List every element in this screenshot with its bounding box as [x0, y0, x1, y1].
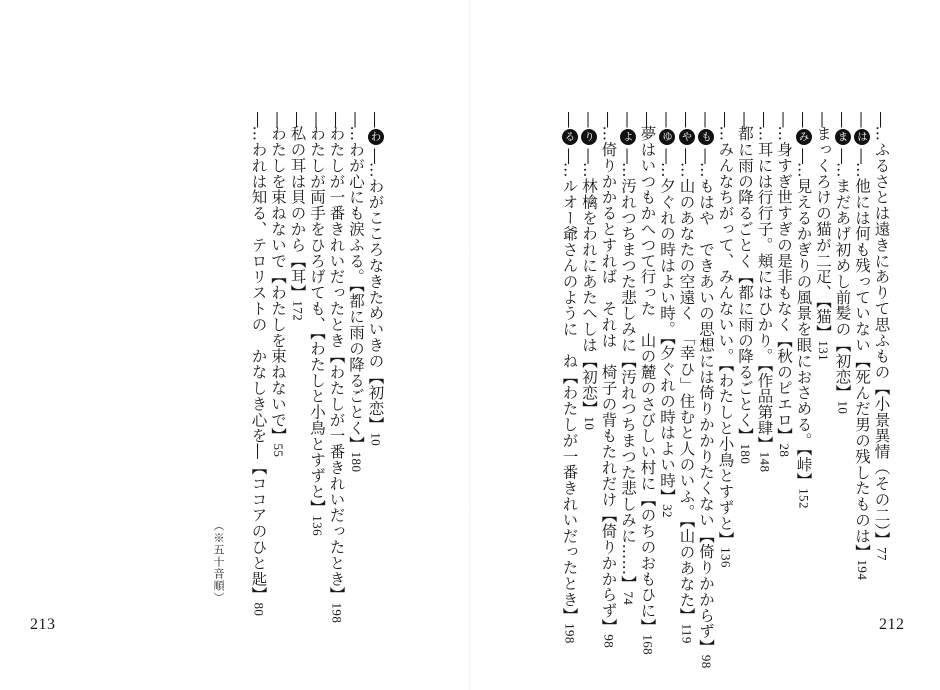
kana-index-badge: み: [796, 129, 812, 145]
entry-dash: ―: [288, 112, 307, 126]
entry-dash: ―: [794, 112, 813, 126]
entry-first-line: …他には何も残っていない: [853, 162, 871, 353]
page-gutter: [469, 0, 471, 690]
entry-dash: ―: [366, 112, 385, 126]
entry-poem-title: 【都に雨の降るごとく】: [736, 268, 754, 444]
entry-dash: ―: [775, 112, 793, 126]
entry-page-number: 10: [835, 400, 851, 415]
entry-dash: ―: [814, 112, 832, 126]
entry-dash: ―: [599, 112, 618, 126]
entry-first-line: わたしが両手をひろげても、: [308, 125, 326, 333]
entry-page-number: 136: [310, 515, 325, 536]
entry-dash: ―: [697, 112, 715, 126]
entry-first-line: …ふるさとは遠きにありて思ふもの: [872, 125, 891, 380]
entry-page-number: 32: [660, 504, 675, 518]
entry-poem-title: 【小景異情（その二）】: [872, 379, 891, 548]
index-entry: [250, 112, 266, 616]
entry-page-number: 168: [640, 634, 656, 656]
index-entry: [737, 112, 753, 464]
index-entry: [659, 112, 676, 518]
entry-first-line: …みんなちがって、みんないい。: [716, 125, 735, 364]
entry-first-line: わたしを束ねないで: [269, 125, 287, 269]
entry-poem-title: 【倚りかからず】: [697, 527, 715, 655]
entry-dash: ―: [347, 112, 365, 126]
index-entry: [698, 112, 715, 669]
entry-first-line: …汚れつちまつた悲しみに: [619, 162, 637, 353]
index-entry: [639, 112, 655, 655]
entry-dash: ―: [833, 148, 852, 162]
entry-poem-title: 【初恋】: [833, 336, 852, 401]
kana-index-badge: り: [581, 129, 597, 145]
entry-first-line: …山のあなたの空遠く 「幸ひ」住むと人のいふ。: [677, 162, 696, 520]
index-entry: [328, 112, 344, 623]
entry-page-number: 28: [777, 443, 792, 458]
entry-poem-title: 【倚りかからず】: [599, 507, 618, 635]
index-entry: [815, 112, 831, 361]
entry-page-number: 180: [738, 443, 753, 465]
entry-first-line: …林檎をわれにあたへしは: [580, 162, 598, 353]
entry-poem-title: 【汚れつちまつた悲しみに……】: [619, 352, 637, 592]
index-entry: [581, 112, 598, 430]
entry-dash: ―: [560, 112, 579, 126]
entry-dash: ―: [853, 112, 871, 126]
entry-poem-title: 【都に雨の降るごとく】: [347, 284, 365, 452]
entry-poem-title: 【わたしが一番きれいだったとき】: [560, 368, 579, 624]
kana-index-badge: よ: [620, 129, 636, 145]
entry-dash: ―: [327, 112, 346, 126]
page-number-left: 213: [30, 616, 56, 633]
entry-dash: ―: [619, 148, 637, 162]
entry-dash: ―: [677, 112, 696, 126]
entry-dash: ―: [716, 112, 735, 126]
entry-first-line: まっくろけの猫が二疋、: [814, 125, 832, 301]
index-entry: [620, 112, 637, 605]
kana-index-badge: わ: [368, 129, 384, 145]
entry-dash: ―: [580, 148, 598, 162]
entry-poem-title: 【ココアのひと匙】: [249, 459, 268, 603]
entry-poem-title: 【初恋】: [580, 352, 598, 417]
entry-page-number: 194: [855, 559, 870, 581]
entry-page-number: 98: [699, 654, 714, 669]
entry-poem-title: 【わたしと小鳥とすずと】: [716, 364, 735, 548]
entry-poem-title: 【作品第肆】: [755, 364, 774, 452]
entry-dash: ―: [755, 112, 774, 126]
kana-index-badge: ま: [835, 129, 851, 145]
entry-poem-title: 【秋のピエロ】: [775, 332, 793, 444]
entry-page-number: 136: [718, 547, 734, 568]
entry-dash: ―: [697, 148, 715, 162]
entry-dash: ―: [736, 112, 754, 126]
entry-poem-title: 【死んだ男の残したものは】: [853, 352, 871, 560]
index-entry: [776, 112, 792, 457]
entry-first-line: 私の耳は貝のから: [288, 125, 307, 253]
index-entry: [854, 112, 871, 580]
entry-page-number: 148: [757, 451, 773, 473]
index-entry: [561, 112, 578, 644]
kana-index-badge: や: [679, 129, 695, 145]
entry-dash: ―: [677, 148, 696, 162]
entry-page-number: 98: [601, 634, 617, 649]
entry-dash: ―: [794, 148, 813, 162]
entry-first-line: …わがこころなきためいきの: [366, 162, 385, 369]
entry-first-line: …倚りかかるとすれば それは 椅子の背もたれだけ: [599, 125, 618, 508]
entry-first-line: …見えるかぎりの風景を眼におさめる。: [794, 162, 813, 449]
entry-poem-title: 【夕ぐれの時はよい時】: [658, 336, 676, 505]
entry-first-line: …われは知る、テロリストの かなしき心を―: [249, 125, 268, 460]
entry-dash: ―: [560, 148, 579, 162]
index-entry: [873, 112, 889, 561]
entry-dash: ―: [308, 112, 326, 126]
entry-first-line: わたしが一番きれいだったとき: [327, 125, 346, 349]
sort-order-note: （※五十音順）: [212, 520, 225, 604]
kana-index-badge: ゆ: [659, 129, 675, 145]
entry-first-line: …もはや できあいの思想には倚りかかりたくない: [697, 162, 715, 528]
index-entry: [717, 112, 733, 568]
entry-page-number: 80: [251, 602, 267, 617]
entry-dash: ―: [833, 112, 852, 126]
entry-first-line: …夕ぐれの時はよい時。: [658, 162, 676, 337]
kana-index-badge: は: [854, 129, 870, 145]
entry-dash: ―: [269, 112, 287, 126]
entry-poem-title: 【初恋】: [366, 368, 385, 433]
entry-poem-title: 【わたしを束ねないで】: [269, 268, 287, 444]
entry-page-number: 119: [679, 623, 695, 644]
entry-dash: ―: [638, 112, 657, 126]
entry-poem-title: 【わたしが一番きれいだったとき】: [327, 348, 346, 603]
entry-dash: ―: [249, 112, 268, 126]
entry-poem-title: 【猫】: [814, 300, 832, 341]
entry-first-line: …身すぎ世すぎの是非もなく: [775, 125, 793, 333]
entry-dash: ―: [872, 112, 891, 126]
entry-page-number: 77: [874, 547, 890, 561]
index-entry: [795, 112, 812, 509]
index-entry: [289, 112, 305, 321]
entry-dash: ―: [658, 148, 676, 162]
entry-poem-title: 【山のあなた】: [677, 519, 696, 624]
entry-page-number: 152: [796, 488, 812, 509]
index-entry: [367, 112, 384, 446]
entry-dash: ―: [853, 148, 871, 162]
entry-dash: ―: [619, 112, 637, 126]
entry-poem-title: 【峠】: [794, 448, 813, 489]
index-entry: [309, 112, 325, 536]
entry-page-number: 10: [368, 432, 384, 447]
entry-poem-title: 【わたしと小鳥とすずと】: [308, 332, 326, 516]
index-entry: [348, 112, 364, 472]
entry-page-number: 55: [271, 443, 286, 458]
entry-page-number: 180: [349, 451, 364, 473]
entry-first-line: 都に雨の降るごとく: [736, 125, 754, 269]
entry-first-line: 夢はいつもかへつて行った 山の麓のさびしい村に: [638, 125, 657, 492]
entry-page-number: 198: [562, 623, 578, 644]
entry-poem-title: 【耳】: [288, 252, 307, 301]
kana-index-badge: も: [698, 129, 714, 145]
kana-index-badge: る: [562, 129, 578, 145]
entry-first-line: …わが心にも涙ふる。: [347, 125, 365, 285]
entry-page-number: 198: [329, 602, 345, 624]
entry-page-number: 172: [290, 300, 306, 322]
entry-dash: ―: [658, 112, 676, 126]
entry-page-number: 74: [621, 591, 636, 606]
entry-page-number: 10: [582, 416, 597, 431]
index-entry: [756, 112, 772, 472]
entry-poem-title: 【のちのおもひに】: [638, 491, 657, 635]
index-entry: [834, 112, 851, 414]
entry-dash: ―: [366, 148, 385, 162]
index-entry: [600, 112, 616, 648]
index-entry: [270, 112, 286, 457]
page-number-right: 212: [879, 616, 905, 633]
entry-first-line: …耳には行行子。頬にはひかり。: [755, 125, 774, 364]
entry-dash: ―: [580, 112, 598, 126]
entry-first-line: …ルオー爺さんのように ね: [560, 162, 579, 369]
entry-page-number: 131: [816, 340, 831, 362]
index-entry: [678, 112, 695, 644]
entry-first-line: …まだあげ初めし前髪の: [833, 162, 852, 337]
